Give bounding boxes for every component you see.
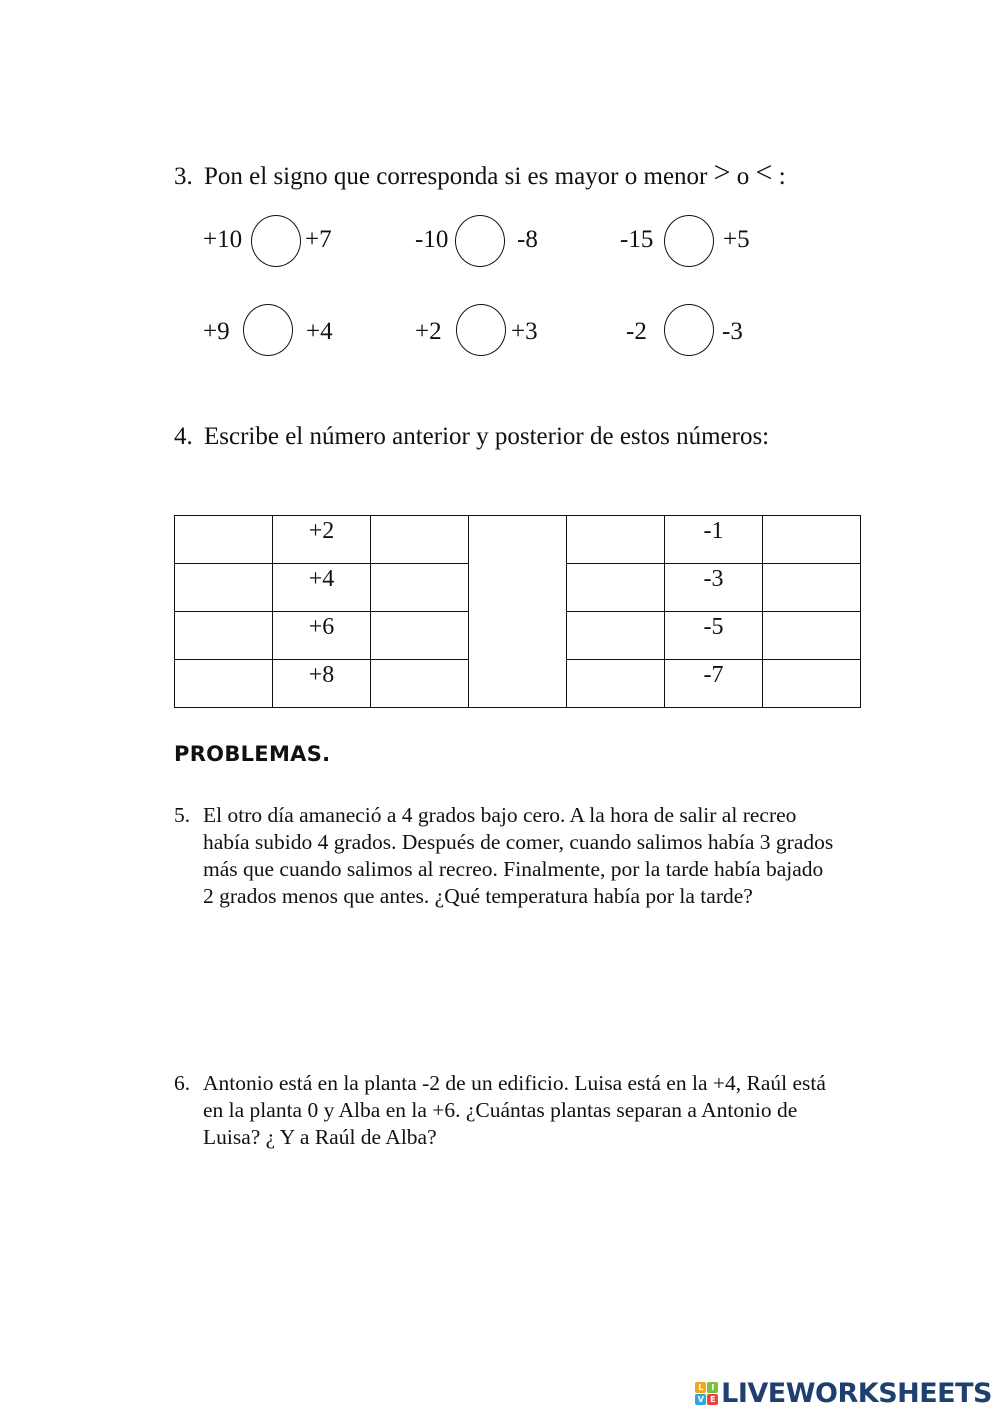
next-number-cell[interactable] bbox=[371, 660, 469, 708]
next-number-cell[interactable] bbox=[763, 612, 861, 660]
problem-5 bbox=[174, 802, 834, 910]
previous-number-cell[interactable] bbox=[175, 516, 273, 564]
problem-6-number: 6. bbox=[174, 1071, 191, 1095]
problems-heading: PROBLEMAS. bbox=[174, 742, 331, 766]
given-number-cell: +4 bbox=[273, 564, 371, 612]
problem-6-text: Antonio está en la planta -2 de un edificio. Luisa está en la +4, Raúl está en la planta 0 y Alba en la +6. ¿Cuántas plantas separan a Antonio de Luisa? ¿ Y a Raúl de Alba? bbox=[203, 1071, 826, 1149]
compare-right-number: -8 bbox=[517, 226, 538, 253]
compare-left-number: +9 bbox=[203, 318, 230, 345]
logo-mark-letter: E bbox=[707, 1394, 718, 1405]
compare-left-number: +10 bbox=[203, 226, 243, 253]
previous-number-cell[interactable] bbox=[175, 660, 273, 708]
next-number-cell[interactable] bbox=[371, 612, 469, 660]
given-number-cell: +8 bbox=[273, 660, 371, 708]
given-number-cell: +6 bbox=[273, 612, 371, 660]
colon: : bbox=[778, 163, 786, 190]
answer-circle[interactable] bbox=[455, 215, 505, 267]
given-number-cell: -5 bbox=[665, 612, 763, 660]
connector-word: o bbox=[736, 163, 750, 190]
liveworksheets-logo bbox=[695, 1378, 992, 1409]
compare-left-number: -10 bbox=[415, 226, 449, 253]
answer-circle[interactable] bbox=[251, 215, 301, 267]
question-4-text: Escribe el número anterior y posterior de estos números: bbox=[204, 423, 770, 450]
compare-right-number: +7 bbox=[305, 226, 332, 253]
next-number-cell[interactable] bbox=[763, 564, 861, 612]
logo-mark-letter: L bbox=[695, 1382, 706, 1393]
question-3-text: Pon el signo que corresponda si es mayor o menor bbox=[204, 163, 708, 190]
compare-right-number: -3 bbox=[722, 318, 743, 345]
previous-number-cell[interactable] bbox=[567, 612, 665, 660]
logo-mark-letter: I bbox=[707, 1382, 718, 1393]
previous-number-cell[interactable] bbox=[175, 564, 273, 612]
less-than-symbol: < bbox=[755, 156, 773, 189]
table-row bbox=[175, 516, 861, 564]
compare-right-number: +4 bbox=[306, 318, 333, 345]
compare-left-number: +2 bbox=[415, 318, 442, 345]
question-3-title bbox=[174, 156, 786, 192]
logo-mark-icon bbox=[695, 1382, 718, 1405]
answer-circle[interactable] bbox=[456, 304, 506, 356]
previous-number-cell[interactable] bbox=[567, 564, 665, 612]
answer-circle[interactable] bbox=[664, 304, 714, 356]
next-number-cell[interactable] bbox=[371, 516, 469, 564]
compare-right-number: +3 bbox=[511, 318, 538, 345]
problem-5-number: 5. bbox=[174, 803, 191, 827]
sequence-table bbox=[174, 515, 861, 708]
compare-left-number: -15 bbox=[620, 226, 654, 253]
next-number-cell[interactable] bbox=[763, 516, 861, 564]
question-4-number: 4. bbox=[174, 423, 193, 450]
given-number-cell: -3 bbox=[665, 564, 763, 612]
compare-right-number: +5 bbox=[723, 226, 750, 253]
given-number-cell: +2 bbox=[273, 516, 371, 564]
logo-brand-text: LIVEWORKSHEETS bbox=[721, 1378, 992, 1409]
previous-number-cell[interactable] bbox=[175, 612, 273, 660]
problem-6 bbox=[174, 1070, 834, 1151]
table-spacer-cell bbox=[469, 516, 567, 708]
previous-number-cell[interactable] bbox=[567, 660, 665, 708]
problem-5-text: El otro día amaneció a 4 grados bajo cero. A la hora de salir al recreo había subido 4 grados. Después de comer, cuando salimos había 3 grados más que cuando salimos al recreo. Finalmente, por la tarde había bajado 2 grados menos que antes. ¿Qué temperatura había por la tarde? bbox=[203, 803, 834, 908]
next-number-cell[interactable] bbox=[371, 564, 469, 612]
question-3-number: 3. bbox=[174, 163, 193, 190]
greater-than-symbol: > bbox=[713, 156, 731, 189]
answer-circle[interactable] bbox=[664, 215, 714, 267]
question-4-title bbox=[174, 422, 769, 452]
next-number-cell[interactable] bbox=[763, 660, 861, 708]
previous-number-cell[interactable] bbox=[567, 516, 665, 564]
compare-left-number: -2 bbox=[626, 318, 647, 345]
answer-circle[interactable] bbox=[243, 304, 293, 356]
logo-mark-letter: V bbox=[695, 1394, 706, 1405]
given-number-cell: -1 bbox=[665, 516, 763, 564]
given-number-cell: -7 bbox=[665, 660, 763, 708]
